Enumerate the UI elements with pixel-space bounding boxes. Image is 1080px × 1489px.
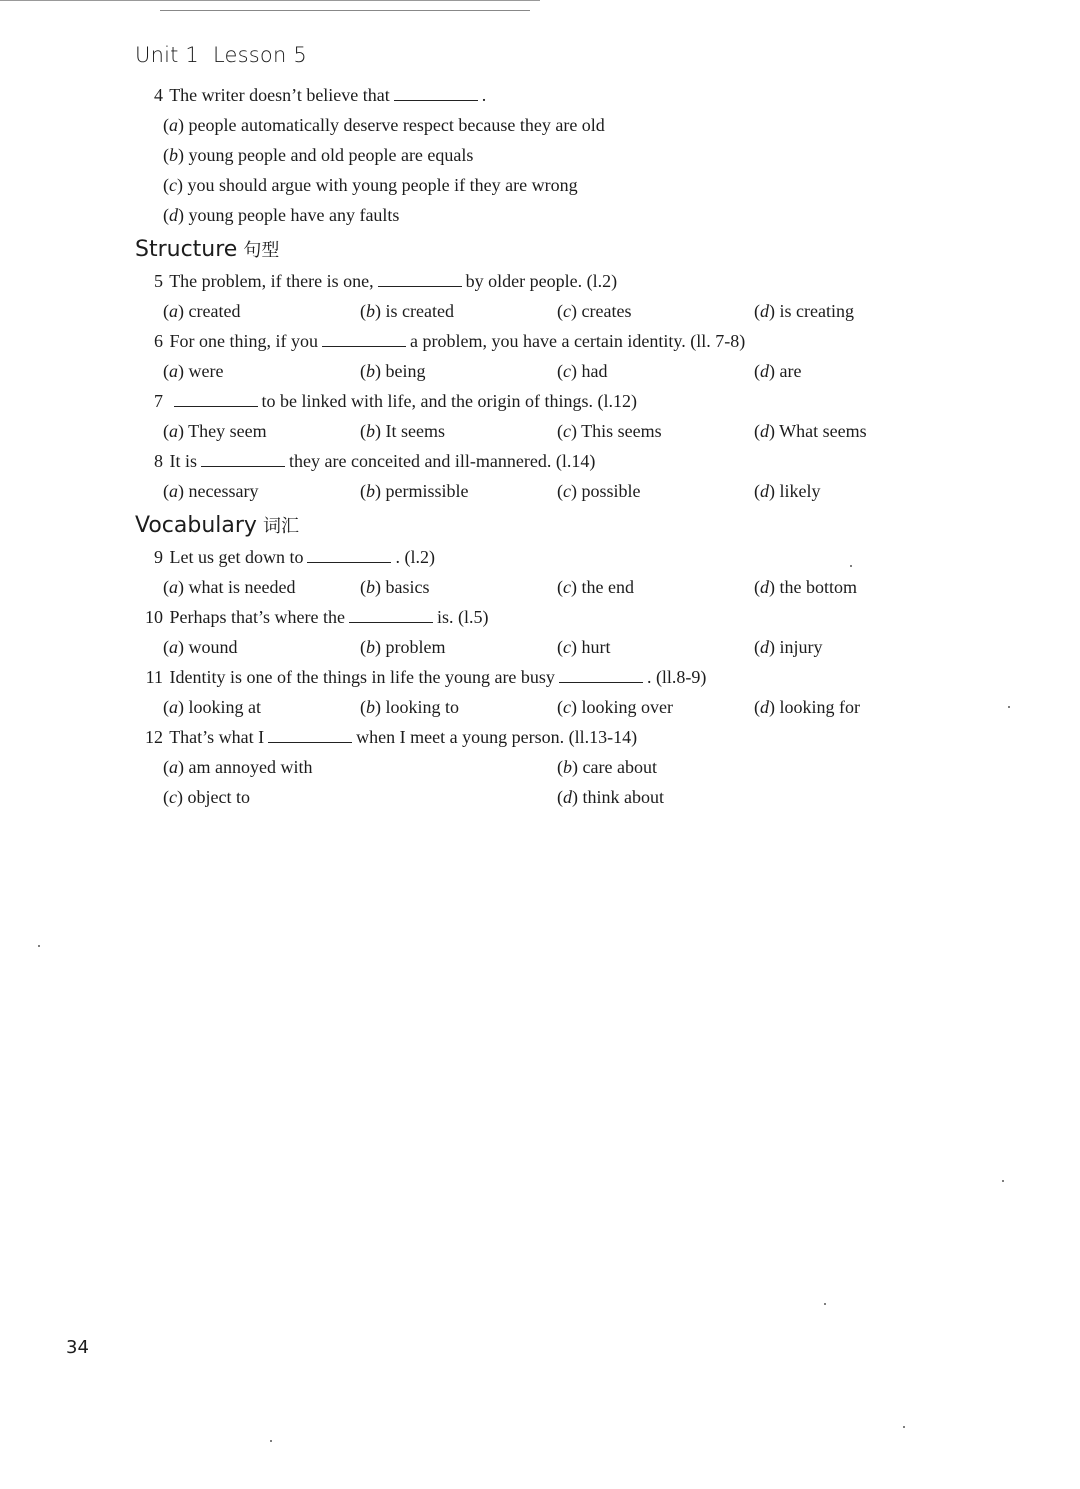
option-c: (c) possible bbox=[557, 481, 641, 501]
option-b: (b) permissible bbox=[360, 481, 469, 501]
option-b: (b) young people and old people are equals bbox=[163, 145, 474, 165]
option-d: (d) think about bbox=[557, 787, 664, 807]
answer-blank bbox=[201, 448, 285, 467]
options-row bbox=[135, 692, 935, 722]
option-c: (c) object to bbox=[163, 787, 250, 807]
option-d: (d) What seems bbox=[754, 421, 867, 441]
question-10: 10 Perhaps that’s where the is. (l.5) bbox=[135, 602, 935, 632]
option-a: (a) what is needed bbox=[163, 577, 296, 597]
option-d: (d) likely bbox=[754, 481, 821, 501]
option-b: (b) being bbox=[360, 361, 426, 381]
unit-label: Unit 1 bbox=[135, 43, 199, 67]
question-8: 8 It is they are conceited and ill-mannered. (l.14) bbox=[135, 446, 935, 476]
scan-speck bbox=[1008, 706, 1010, 708]
options-row bbox=[135, 632, 935, 662]
answer-blank bbox=[174, 388, 258, 407]
option-a: (a) wound bbox=[163, 637, 238, 657]
scan-speck bbox=[824, 1303, 826, 1305]
question-5: 5 The problem, if there is one, by older people. (l.2) bbox=[135, 266, 935, 296]
question-number: 4 bbox=[154, 85, 163, 105]
option-c: (c) you should argue with young people if they are wrong bbox=[163, 175, 578, 195]
scan-speck bbox=[270, 1440, 272, 1442]
question-7: 7 to be linked with life, and the origin of things. (l.12) bbox=[135, 386, 935, 416]
option-d: (d) looking for bbox=[754, 697, 860, 717]
option-a: (a) looking at bbox=[163, 697, 261, 717]
options-row bbox=[135, 416, 935, 446]
question-11: 11 Identity is one of the things in life the young are busy . (ll.8-9) bbox=[135, 662, 935, 692]
answer-blank bbox=[322, 328, 406, 347]
answer-blank bbox=[307, 544, 391, 563]
answer-blank bbox=[394, 82, 478, 101]
option-b: (b) is created bbox=[360, 301, 454, 321]
option-c: (c) the end bbox=[557, 577, 634, 597]
options-row bbox=[135, 752, 935, 782]
option-b: (b) looking to bbox=[360, 697, 460, 717]
question-6: 6 For one thing, if you a problem, you have a certain identity. (ll. 7-8) bbox=[135, 326, 935, 356]
option-d: (d) is creating bbox=[754, 301, 854, 321]
option-b: (b) problem bbox=[360, 637, 446, 657]
option-c: (c) hurt bbox=[557, 637, 611, 657]
answer-blank bbox=[268, 724, 352, 743]
lesson-label: Lesson 5 bbox=[213, 43, 307, 67]
options-row bbox=[135, 296, 935, 326]
option-b: (b) It seems bbox=[360, 421, 445, 441]
scan-speck bbox=[38, 945, 40, 947]
answer-blank bbox=[349, 604, 433, 623]
page-number: 34 bbox=[66, 1337, 89, 1358]
option-a: (a) people automatically deserve respect because they are old bbox=[163, 115, 605, 135]
option-c: (c) creates bbox=[557, 301, 632, 321]
section-title-structure: Structure 句型 bbox=[135, 237, 280, 262]
top-rule-secondary bbox=[160, 10, 530, 11]
option-d: (d) the bottom bbox=[754, 577, 857, 597]
answer-blank bbox=[559, 664, 643, 683]
option-d: (d) are bbox=[754, 361, 802, 381]
answer-blank bbox=[378, 268, 462, 287]
question-9: 9 Let us get down to . (l.2) bbox=[135, 542, 935, 572]
scan-speck bbox=[1002, 1180, 1004, 1182]
option-a: (a) were bbox=[163, 361, 224, 381]
option-a: (a) created bbox=[163, 301, 241, 321]
option-c: (c) This seems bbox=[557, 421, 662, 441]
page-header bbox=[135, 40, 935, 70]
scan-speck bbox=[903, 1426, 905, 1428]
option-d: (d) young people have any faults bbox=[163, 205, 400, 225]
question-stem: The writer doesn’t believe that bbox=[169, 85, 390, 105]
option-a: (a) They seem bbox=[163, 421, 267, 441]
option-c: (c) had bbox=[557, 361, 608, 381]
options-row bbox=[135, 476, 935, 506]
option-a: (a) necessary bbox=[163, 481, 259, 501]
top-rule bbox=[0, 0, 540, 1]
question-4: 4 The writer doesn’t believe that . bbox=[135, 80, 935, 110]
question-12: 12 That’s what I when I meet a young person. (ll.13-14) bbox=[135, 722, 935, 752]
scan-speck bbox=[850, 565, 852, 567]
option-d: (d) injury bbox=[754, 637, 823, 657]
option-c: (c) looking over bbox=[557, 697, 673, 717]
options-row bbox=[135, 782, 935, 812]
option-b: (b) care about bbox=[557, 757, 657, 777]
options-row bbox=[135, 356, 935, 386]
worksheet bbox=[135, 40, 935, 812]
section-title-vocabulary: Vocabulary 词汇 bbox=[135, 513, 299, 538]
option-b: (b) basics bbox=[360, 577, 430, 597]
option-a: (a) am annoyed with bbox=[163, 757, 313, 777]
options-row bbox=[135, 572, 935, 602]
